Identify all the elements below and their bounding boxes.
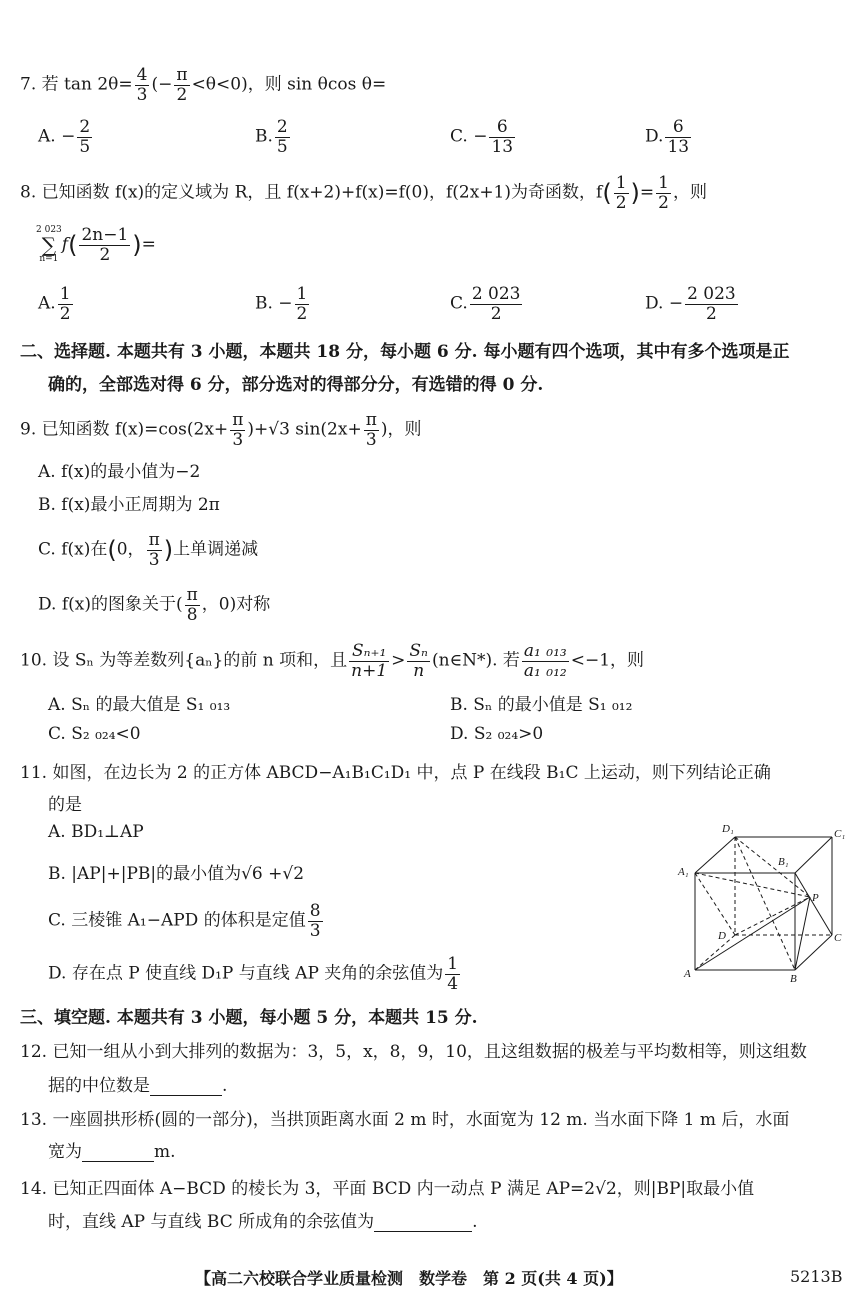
q7-stem: 7. 若 tan 2θ= $\frac{4}{3}$ (− $\frac{\pi}{2}$ <θ<0)，则 sin θcos θ= xyxy=(20,65,387,105)
cube-label-C: C xyxy=(834,932,842,944)
q10-option-c: C. S₂ ₀₂₄<0 xyxy=(48,724,141,744)
q14-line1: 14. 已知正四面体 A−BCD 的棱长为 3，平面 BCD 内一动点 P 满足 AP=2√2，则|BP|取最小值 xyxy=(20,1179,755,1199)
q11-option-d: D. 存在点 P 使直线 D₁P 与直线 AP 夹角的余弦值为 $\frac{1}{4}$ xyxy=(48,954,459,994)
q10-option-b: B. Sₙ 的最小值是 S₁ ₀₁₂ xyxy=(450,695,633,715)
cube-figure xyxy=(670,815,850,985)
q11-option-a: A. BD₁⊥AP xyxy=(48,822,144,842)
segment-AP xyxy=(695,897,810,970)
q7-stem-start: 7. 若 tan 2θ= xyxy=(20,74,133,95)
edge-BC xyxy=(795,935,832,970)
edge-AD xyxy=(695,935,735,970)
q11-stem-line1: 11. 如图，在边长为 2 的正方体 ABCD−A₁B₁C₁D₁ 中，点 P 在线段 B₁C 上运动，则下列结论正确 xyxy=(20,763,771,783)
q7-option-a: A. − $\frac{2}{5}$ xyxy=(38,117,91,157)
cube-label-D1: D₁ xyxy=(722,823,734,835)
q8-stem: 8. 已知函数 f(x)的定义域为 R，且 f(x+2)+f(x)=f(0)，f(2x+1)为奇函数，f( $\frac{1}{2}$ )= $\frac{1}{2}$ ，则 xyxy=(20,173,707,213)
q9-option-c: C. f(x)在(0， $\frac{\pi}{3}$ )上单调递减 xyxy=(38,530,259,570)
section-2-heading-line1: 二、选择题. 本题共有 3 小题，本题共 18 分，每小题 6 分. 每小题有四个选项，其中有多个选项是正 xyxy=(20,342,790,362)
segment-DP xyxy=(735,897,810,935)
q8-sum-symbol: 2 023 ∑ n=1 xyxy=(36,225,62,265)
edge-B1C1 xyxy=(795,837,832,873)
cube-label-P: P xyxy=(812,892,819,904)
q8-sum-expression: 2 023 ∑ n=1 f( $\frac{2n-1}{2}$ )= xyxy=(36,225,156,265)
q8-option-a: A. $\frac{1}{2}$ xyxy=(38,284,71,324)
section-3-heading: 三、填空题. 本题共有 3 小题，每小题 5 分，本题共 15 分. xyxy=(20,1008,478,1028)
q10-stem: 10. 设 Sₙ 为等差数列{aₙ}的前 n 项和，且 $\frac{\text{Sₙ₊₁}}{n+1}$ > $\frac{\text{Sₙ}}{n}$ (n∈N*). 若 $\frac{\text{a₁ ₀₁₃}}{\text{a₁ ₀₁₂}}$ <−1，则 xyxy=(20,641,645,681)
q12-answer-blank[interactable] xyxy=(150,1077,222,1096)
q7-option-b: B. $\frac{2}{5}$ xyxy=(255,117,288,157)
q9-option-b: B. f(x)最小正周期为 2π xyxy=(38,495,220,515)
cube-label-B: B xyxy=(790,973,797,985)
q14-line2: 时，直线 AP 与直线 BC 所成角的余弦值为 . xyxy=(48,1212,478,1232)
q13-answer-blank[interactable] xyxy=(82,1143,154,1162)
q13-line1: 13. 一座圆拱形桥(圆的一部分)，当拱顶距离水面 2 m 时，水面宽为 12 m. 当水面下降 1 m 后，水面 xyxy=(20,1110,790,1130)
section-2-heading-line2: 确的，全部选对得 6 分，部分选对的得部分分，有选错的得 0 分. xyxy=(48,375,544,395)
q9-option-d: D. f(x)的图象关于( $\frac{\pi}{8}$ ，0)对称 xyxy=(38,585,271,625)
q11-stem-line2: 的是 xyxy=(48,795,82,815)
segment-D1P xyxy=(735,837,810,897)
q11-option-c: C. 三棱锥 A₁−APD 的体积是定值 $\frac{8}{3}$ xyxy=(48,901,321,941)
q7-cond-frac: $\frac{4}{3}$ xyxy=(136,65,148,105)
q8-option-d: D. − $\frac{2 023}{2}$ xyxy=(645,284,736,324)
q8-option-b: B. − $\frac{1}{2}$ xyxy=(255,284,308,324)
cube-label-C1: C₁ xyxy=(834,828,846,840)
q13-line2: 宽为 m. xyxy=(48,1142,176,1162)
q7-option-d: D. $\frac{6}{13}$ xyxy=(645,117,690,157)
q12-line1: 12. 已知一组从小到大排列的数据为：3，5，x，8，9，10，且这组数据的极差与平均数相等，则这组数 xyxy=(20,1042,807,1062)
edge-A1D1 xyxy=(695,837,735,873)
cube-label-A: A xyxy=(684,968,691,980)
q12-line2: 据的中位数是 . xyxy=(48,1076,228,1096)
q7-pi-frac: $\frac{\pi}{2}$ xyxy=(176,65,188,105)
paper-code: 5213B xyxy=(790,1267,843,1286)
segment-B1C xyxy=(795,873,832,935)
q7-option-c: C. − $\frac{6}{13}$ xyxy=(450,117,514,157)
segment-PB xyxy=(795,897,810,970)
q10-option-d: D. S₂ ₀₂₄>0 xyxy=(450,724,544,744)
cube-label-A1: A₁ xyxy=(678,866,689,878)
cube-label-B1: B₁ xyxy=(778,856,789,868)
q9-stem: 9. 已知函数 f(x)=cos(2x+ $\frac{\pi}{3}$ )+√3 sin(2x+ $\frac{\pi}{3}$ )，则 xyxy=(20,410,422,450)
segment-A1D xyxy=(695,873,735,935)
q11-option-b: B. |AP|+|PB|的最小值为√6 +√2 xyxy=(48,864,305,884)
q8-option-c: C. $\frac{2 023}{2}$ xyxy=(450,284,521,324)
q10-option-a: A. Sₙ 的最大值是 S₁ ₀₁₃ xyxy=(48,695,231,715)
page-footer: 【高二六校联合学业质量检测 数学卷 第 2 页(共 4 页)】 xyxy=(195,1269,623,1288)
q9-option-a: A. f(x)的最小值为−2 xyxy=(38,462,201,482)
cube-label-D: D xyxy=(718,930,726,942)
q14-answer-blank[interactable] xyxy=(374,1213,472,1232)
